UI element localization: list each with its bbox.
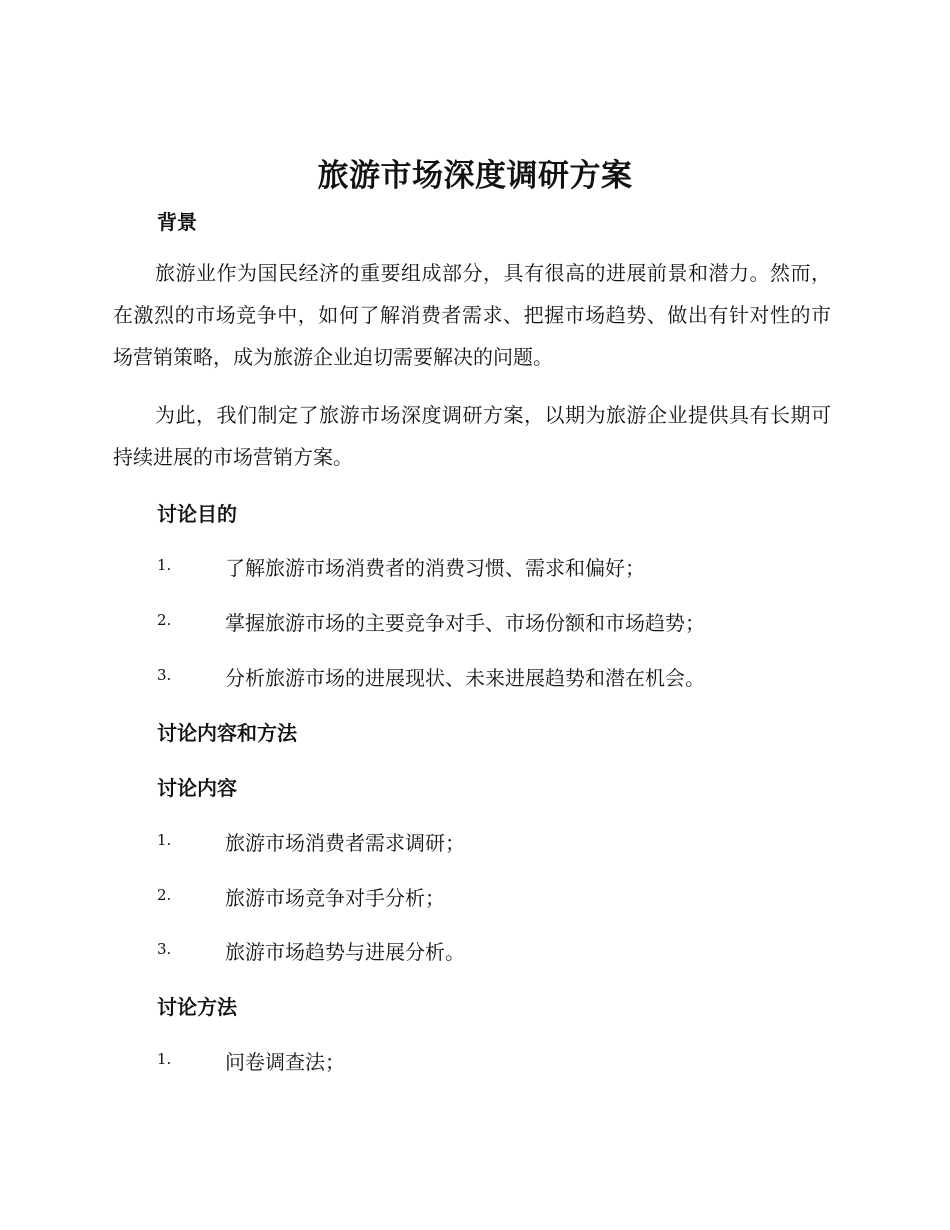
content-item-3-text: 旅游市场趋势与进展分析。 (225, 940, 465, 964)
purpose-item-1-text: 了解旅游市场消费者的消费习惯、需求和偏好； (225, 556, 645, 580)
background-paragraph-2: 为此，我们制定了旅游市场深度调研方案，以期为旅游企业提供具有长期可持续进展的市场营销方案。 (113, 403, 831, 469)
purpose-item-1-number: 1. (157, 556, 172, 574)
document-title: 旅游市场深度调研方案 (317, 158, 633, 194)
content-item-2-number: 2. (157, 886, 172, 904)
purpose-item-2-text: 掌握旅游市场的主要竞争对手、市场份额和市场趋势； (225, 611, 705, 635)
method-item-1-text: 问卷调查法； (225, 1050, 345, 1074)
content-item-1-number: 1. (157, 831, 172, 849)
heading-content: 讨论内容 (157, 776, 237, 800)
purpose-item-2-number: 2. (157, 611, 172, 629)
heading-purpose: 讨论目的 (157, 502, 237, 526)
content-item-2-text: 旅游市场竞争对手分析； (225, 886, 445, 910)
heading-background: 背景 (157, 210, 197, 234)
heading-method: 讨论方法 (157, 995, 237, 1019)
method-item-1-number: 1. (157, 1050, 172, 1068)
background-paragraph-1: 旅游业作为国民经济的重要组成部分，具有很高的进展前景和潜力。然而，在激烈的市场竞争中，如何了解消费者需求、把握市场趋势、做出有针对性的市场营销策略，成为旅游企业迫切需要解决的问题。 (113, 261, 831, 369)
heading-content-and-method: 讨论内容和方法 (157, 721, 297, 745)
content-item-3-number: 3. (157, 940, 172, 958)
content-item-1-text: 旅游市场消费者需求调研； (225, 831, 465, 855)
purpose-item-3-text: 分析旅游市场的进展现状、未来进展趋势和潜在机会。 (225, 666, 705, 690)
purpose-item-3-number: 3. (157, 666, 172, 684)
